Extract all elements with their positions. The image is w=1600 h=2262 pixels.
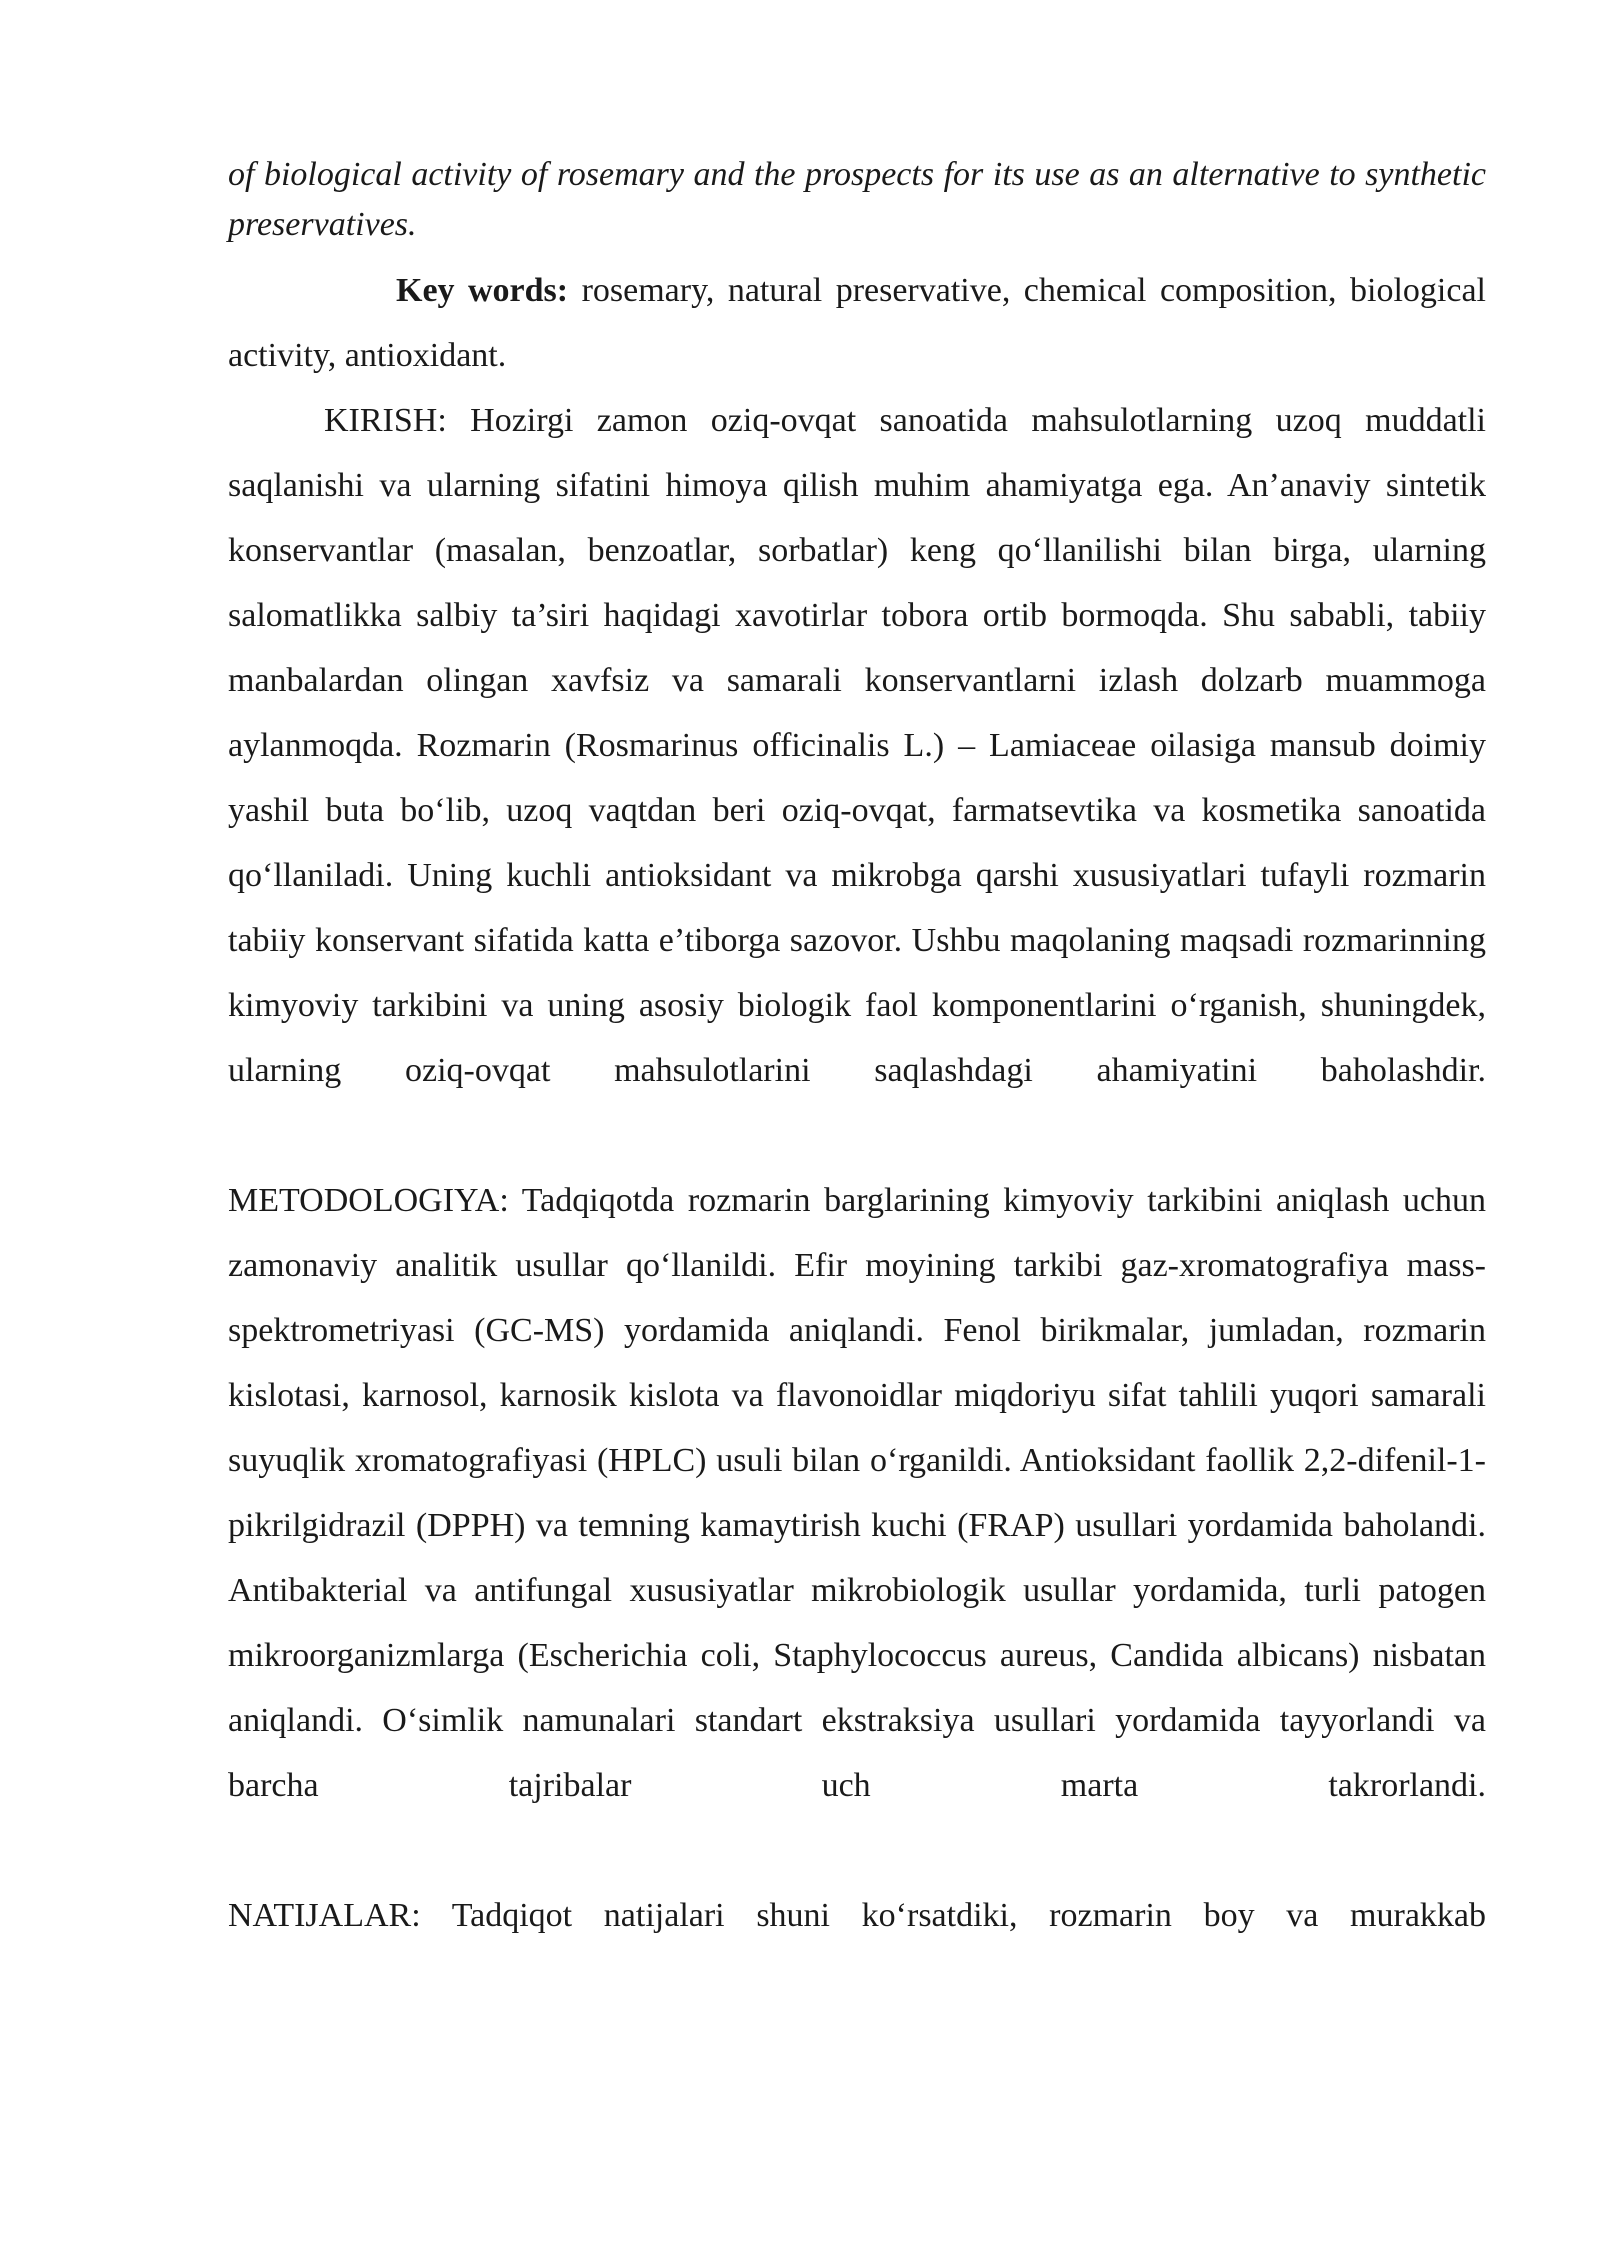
paragraph-gap [228, 1103, 1486, 1168]
natijalar-paragraph: NATIJALAR: Tadqiqot natijalari shuni ko‘rsatdiki, rozmarin boy va murakkab [228, 1897, 1486, 1934]
keywords-label: Key words: [396, 272, 569, 309]
kirish-paragraph: KIRISH: Hozirgi zamon oziq-ovqat sanoatida mahsulotlarning uzoq muddatli saqlanishi va ularning sifatini himoya qilish muhim ahamiyatga ega. An’anaviy sintetik konservantlar (masalan, benzoatlar, sorbatlar) keng qo‘llanilishi bilan birga, ularning salomatlikka salbiy ta’siri haqidagi xavotirlar tobora ortib bormoqda. Shu sababli, tabiiy manbalardan olingan xavfsiz va samarali konservantlarni izlash dolzarb muammoga aylanmoqda. Rozmarin (Rosmarinus officinalis L.) – Lamiaceae oilasiga mansub doimiy yashil buta bo‘lib, uzoq vaqtdan beri oziq-ovqat, farmatsevtika va kosmetika sanoatida qo‘llaniladi. Uning kuchli antioksidant va mikrobga qarshi xususiyatlari tufayli rozmarin tabiiy konservant sifatida katta e’tiborga sazovor. Ushbu maqolaning maqsadi rozmarinning kimyoviy tarkibini va uning asosiy biologik faol komponentlarini o‘rganish, shuningdek, ularning oziq-ovqat mahsulotlarini saqlashdagi ahamiyatini baholashdir. [228, 402, 1486, 1089]
metodologiya-paragraph: METODOLOGIYA: Tadqiqotda rozmarin barglarining kimyoviy tarkibini aniqlash uchun zamonaviy analitik usullar qo‘llanildi. Efir moyining tarkibi gaz-xromatografiya mass-spektrometriyasi (GC-MS) yordamida aniqlandi. Fenol birikmalar, jumladan, rozmarin kislotasi, karnosol, karnosik kislota va flavonoidlar miqdoriyu sifat tahlili yuqori samarali suyuqlik xromatografiyasi (HPLC) usuli bilan o‘rganildi. Antioksidant faollik 2,2-difenil-1-pikrilgidrazil (DPPH) va temning kamaytirish kuchi (FRAP) usullari yordamida baholandi. Antibakterial va antifungal xususiyatlar mikrobiologik usullar yordamida, turli patogen mikroorganizmlarga (Escherichia coli, Staphylococcus aureus, Candida albicans) nisbatan aniqlandi. O‘simlik namunalari standart ekstraksiya usullari yordamida tayyorlandi va barcha tajribalar uch marta takrorlandi. [228, 1182, 1486, 1804]
keywords-text: rosemary, natural preservative, chemical composition, biological activity, antioxidant. [228, 272, 1486, 374]
abstract-ending: of biological activity of rosemary and the prospects for its use as an alternative to synthetic preservatives. [228, 156, 1486, 243]
paragraph-gap [228, 1818, 1486, 1883]
document-page [228, 150, 1486, 1948]
keywords-paragraph [228, 258, 1486, 388]
